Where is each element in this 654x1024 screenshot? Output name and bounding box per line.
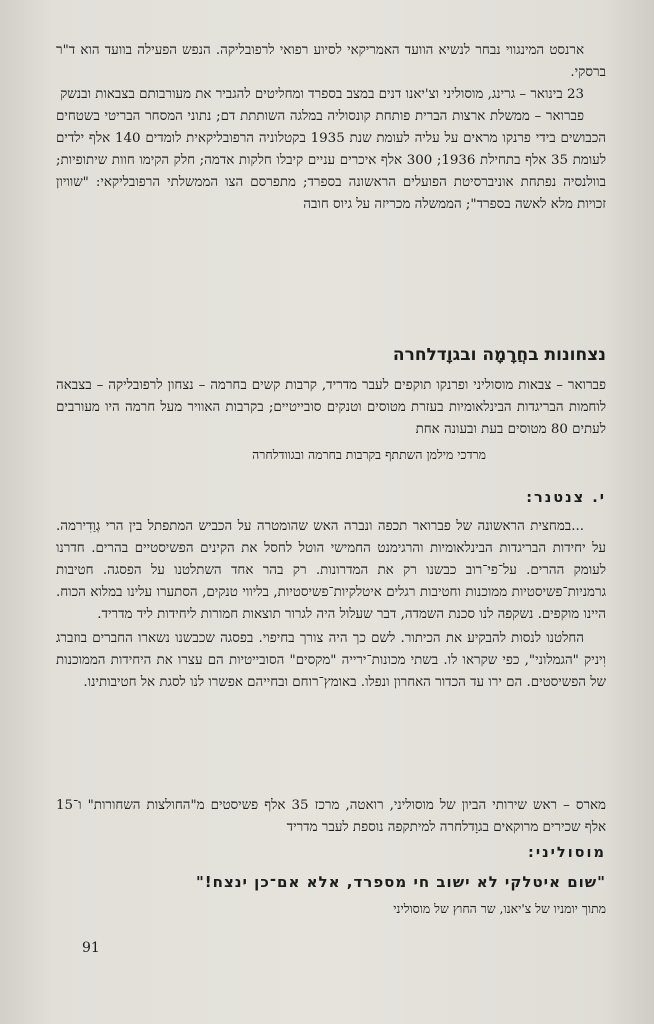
closing-section	[56, 845, 606, 919]
section-paragraph: פברואר – צבאות מוסוליני ופרנקו תוקפים לעבר מדריד, קרבות קשים בחרמה – נצחון לרפובליקה – בצבאה לוחמות הבריגדות הבינלאומיות בעזרת מטוסים וטנקים סובייטיים; בקרבות האוויר מעל חרמה היו מעורבים לעתים 80 מטוסים בעת ובעונה אחת	[56, 378, 606, 437]
intro-paragraph-february: פברואר – ממשלת ארצות הברית פותחת קונסוליה במלגה השותתת דם; נתוני המסחר הבריטי בשטחים הכבושים בידי פרנקו מראים על עליה לעומת שנת 1935 בקטלוניה הרפובליקאית לומדים 140 אלף ילדים לעומת 35 אלף בתחילת 1936; 300 אלף איכרים עניים קיבלו חלקות אדמה; חלק הקימו חוות שיתופיות; בוולנסיה נפתחת אוניברסיטת הפועלים הראשונה בספרד; מתפרסם הצו הממשלתי הרפובליקאי: "שוויון זכויות מלא לאשה בספרד"; הממשלה מכריזה על גיוס חובה	[56, 109, 607, 212]
testimony-paragraph-1: ...במחצית הראשונה של פברואר תכפה ונברה האש שהומטרה על הכביש המתפתל בין הרי גְוַדִירמה. על יחידות הבריגדות הבינלאומיות והרגימנט החמישי הוטל לחסל את הקינים הפשיסטיים בהרים. חדרנו לעומק ההרים. על־פי־רוב כבשנו רק את המדרונות. רק בהר אחד השתלטנו על הפסגה. חטיבות גרמניות־פשיסטיות ממוכנות וחטיבות רגלים איטלקיות־פשיסטיות, בליווי טנקים, הסתערו עלינו במלוא הכוח. היינו מוקפים. נשקפה לנו סכנת השמדה, דבר שעלול היה לגרור תוצאות חמורות ליחידות ליד מדריד.	[56, 519, 606, 622]
march-paragraph: מארס – ראש שירותי הביון של מוסוליני, רואטה, מרכז 35 אלף פשיסטים מ"החולצות השחורות" ו־15 אלף שכירים מרוקאים בגוָדלחרה למיתקפה נוספת לעבר מדריד	[56, 798, 606, 835]
intro-paragraph-hemingway: ארנסט המינגווי נבחר לנשיא הוועד האמריקאי לסיוע רפואי לרפובליקה. הנפש הפעילה בוועד הוא ד"ר ברסקי.	[56, 43, 606, 80]
page-number: 91	[82, 940, 100, 956]
testimony-speaker: י. צנטנר:	[526, 490, 606, 506]
section-title: נצחונות בחֲרָמָה ובגוָדלחרה	[392, 345, 606, 365]
testimony-paragraph-2: החלטנו לנסות להבקיע את הכיתור. לשם כך היה צורך בחיפוי. בפסגה שכבשנו נשארו החברים בוזברג וִיניק "הגמלוני", כפי שקראו לו. בשתי מכונות־ירייה "מקסים" הסובייטיות הם עצרו את היחידות הממוכנות של הפשיסטים. הם ירו עד הכדור האחרון ונפלו. באומץ־רוחם ובחייהם אפשרו לנו לסגת אל חטיבותינו.	[56, 631, 606, 690]
closing-source: מתוך יומניו של צ'יאנו, שר החוץ של מוסוליני	[393, 901, 606, 916]
closing-quote: "שום איטלקי לא ישוב חי מספרד, אלא אם־כן ינצח!"	[195, 873, 606, 891]
testimony-section	[56, 490, 606, 694]
closing-speaker: מוסוליני:	[528, 845, 606, 861]
march-section	[56, 795, 606, 839]
jarama-section	[56, 345, 606, 465]
intro-section	[56, 40, 606, 216]
section-attribution: מרדכי מילמן השתתף בקרבות בחרמה ובגוודלחרה	[252, 447, 486, 462]
intro-paragraph-january: 23 בינואר – גרינג, מוסוליני וצ'יאנו דנים במצב בספרד ומחליטים להגביר את מעורבותם בצבאות ובנשק	[60, 87, 584, 102]
